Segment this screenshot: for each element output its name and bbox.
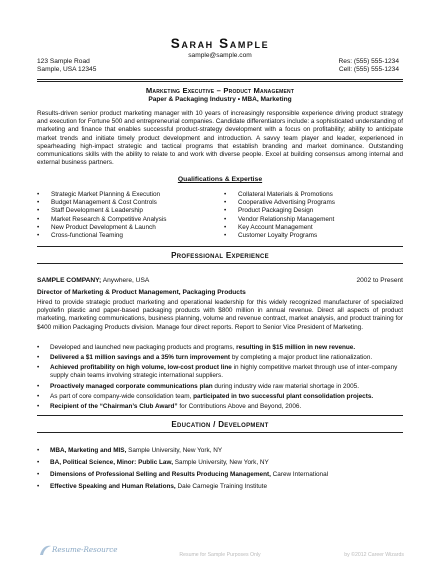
qualification-item: • Collateral Materials & Promotions xyxy=(224,191,335,199)
achievement-highlight: Delivered a $1 million savings and a 35% turn improvement xyxy=(50,354,231,362)
education-item xyxy=(37,483,403,495)
achievement-text: As part of core company-wide consolidation team, xyxy=(50,392,194,400)
qualification-item: • Product Packaging Design xyxy=(224,207,335,215)
achievement-highlight: participated in two successful plant consolidation projects. xyxy=(193,392,374,400)
job-title: Director of Marketing & Product Management, Packaging Products xyxy=(37,289,246,296)
phone-residence: Res: (555) 555-1234 xyxy=(338,58,399,65)
education-rule-top xyxy=(37,415,403,416)
education-degree: Effective Speaking and Human Relations, xyxy=(50,483,176,490)
company-name: SAMPLE COMPANY; xyxy=(37,277,102,284)
qualification-item: • Budget Management & Cost Controls xyxy=(37,199,166,207)
phone-cell: Cell: (555) 555-1234 xyxy=(338,66,399,74)
education-item xyxy=(37,471,403,483)
address-block xyxy=(37,58,96,75)
achievements-list xyxy=(37,344,403,413)
email: sample@sample.com xyxy=(188,52,252,59)
education-list xyxy=(37,447,403,495)
achievement-text: for Contributions Above and Beyond, 2006. xyxy=(177,402,302,410)
qualification-item: • Strategic Market Planning & Execution xyxy=(37,191,166,199)
education-rule-bottom xyxy=(37,432,403,433)
achievement-item xyxy=(37,344,403,354)
achievement-item xyxy=(37,354,403,364)
education-item xyxy=(37,459,403,471)
qualification-item: • Cross-functional Teaming xyxy=(37,232,166,240)
achievement-text: Developed and launched new packaging products and programs, xyxy=(50,344,237,351)
qualification-item: • Staff Development & Leadership xyxy=(37,207,166,215)
education-degree: BA, Political Science, Minor: Public Law, xyxy=(50,459,173,466)
experience-title xyxy=(0,251,440,261)
achievement-text: in highly competitive market through use of inter-company supply chain teams involving strategic international suppliers. xyxy=(50,364,398,380)
education-institution: Sample University, New York, NY xyxy=(126,447,223,454)
company-line xyxy=(37,277,403,285)
education-institution: Dale Carnegie Training Institute xyxy=(175,483,268,490)
qualification-item: • Cooperative Advertising Programs xyxy=(224,199,335,207)
education-institution: Sample University, New York, NY xyxy=(173,459,269,466)
headline-subtitle: Paper & Packaging Industry • MBA, Marketing xyxy=(148,96,292,103)
address-line-2: Sample, USA 12345 xyxy=(37,66,97,74)
qualification-item: • Customer Loyalty Programs xyxy=(224,232,335,240)
education-degree: Dimensions of Professional Selling and Results Producing Management, xyxy=(50,471,271,478)
summary-paragraph: Results-driven senior product marketing manager with 10 years of increasingly responsible experience driving product strategy and execution for Fortune 500 and entrepreneurial companies. Candidate differentiators include: a sophisticated understanding of marketing and finance that enables successful product-strategy development with a focus on profitability; ability to anticipate market trends and initiate timely product development and introduction. A savvy team player and leader, experienced in spearheading high-impact strategic and tactical programs that establish branding and market dominance. Outstanding communications skills with the ability to relate to and work with diverse people. Excel at building consensus among internal and external business partners. xyxy=(37,110,403,167)
achievement-highlight: resulting in $15 million in new revenue. xyxy=(236,344,356,351)
logo-text: Resume-Resource xyxy=(52,545,118,554)
headline-title-text: Marketing Executive – Product Management xyxy=(145,86,295,95)
education-institution: Carew International xyxy=(270,471,329,478)
header-rule-bottom xyxy=(37,81,403,82)
phone-block xyxy=(339,58,399,75)
education-degree: MBA, Marketing and MIS, xyxy=(50,447,127,454)
education-title-text: Education / Development xyxy=(171,420,269,429)
experience-title-text: Professional Experience xyxy=(171,251,269,260)
qualification-item: • Market Research & Competitive Analysis xyxy=(37,216,166,224)
footer-disclaimer: Resume for Sample Purposes Only xyxy=(179,552,261,558)
headline-title xyxy=(0,86,440,96)
qualifications-right-list xyxy=(224,191,335,240)
achievement-item xyxy=(37,393,403,403)
company-location: Anywhere, USA xyxy=(101,277,150,284)
achievement-item xyxy=(37,364,403,383)
experience-rule-bottom xyxy=(37,263,403,264)
education-item xyxy=(37,447,403,459)
qualification-item: • New Product Development & Launch xyxy=(37,224,166,232)
achievement-item xyxy=(37,383,403,393)
footer-copyright: by ©2012 Career Wizards xyxy=(344,552,404,558)
achievement-highlight: Recipient of the “Chairman’s Club Award” xyxy=(50,402,178,410)
achievement-highlight: Achieved profitability on high volume, low-cost product line xyxy=(50,364,232,372)
achievement-text: by completing a major product line rationalization. xyxy=(230,354,373,362)
qualification-item: • Key Account Management xyxy=(224,224,335,232)
candidate-name xyxy=(0,35,440,52)
job-description: Hired to provide strategic product marketing and operational leadership for this widely recognized manufacturer of specialized polyolefin plastic and paper-based packaging products with $800 million in annual revenue. Direct all aspects of product marketing, marketing communications, business planning, volume and revenue contract, market analysis, and product training for $400 million Packaging Products division. Manage four direct reports. Report to Senior Vice President of Marketing. xyxy=(37,299,403,331)
address-line-1: 123 Sample Road xyxy=(37,58,90,65)
experience-rule-top xyxy=(37,246,403,247)
qualifications-left-list xyxy=(37,191,166,240)
achievement-text: during industry wide raw material shortage in 2005. xyxy=(212,382,360,390)
header-rule-top xyxy=(37,79,403,80)
achievement-highlight: Proactively managed corporate communications plan xyxy=(50,382,213,390)
candidate-name-text: Sarah Sample xyxy=(170,36,270,51)
education-title xyxy=(0,420,440,430)
employment-dates: 2002 to Present xyxy=(356,277,403,284)
qualification-item: • Vendor Relationship Management xyxy=(224,216,335,224)
qualifications-title: Qualifications & Expertise xyxy=(177,176,263,183)
achievement-item xyxy=(37,403,403,413)
